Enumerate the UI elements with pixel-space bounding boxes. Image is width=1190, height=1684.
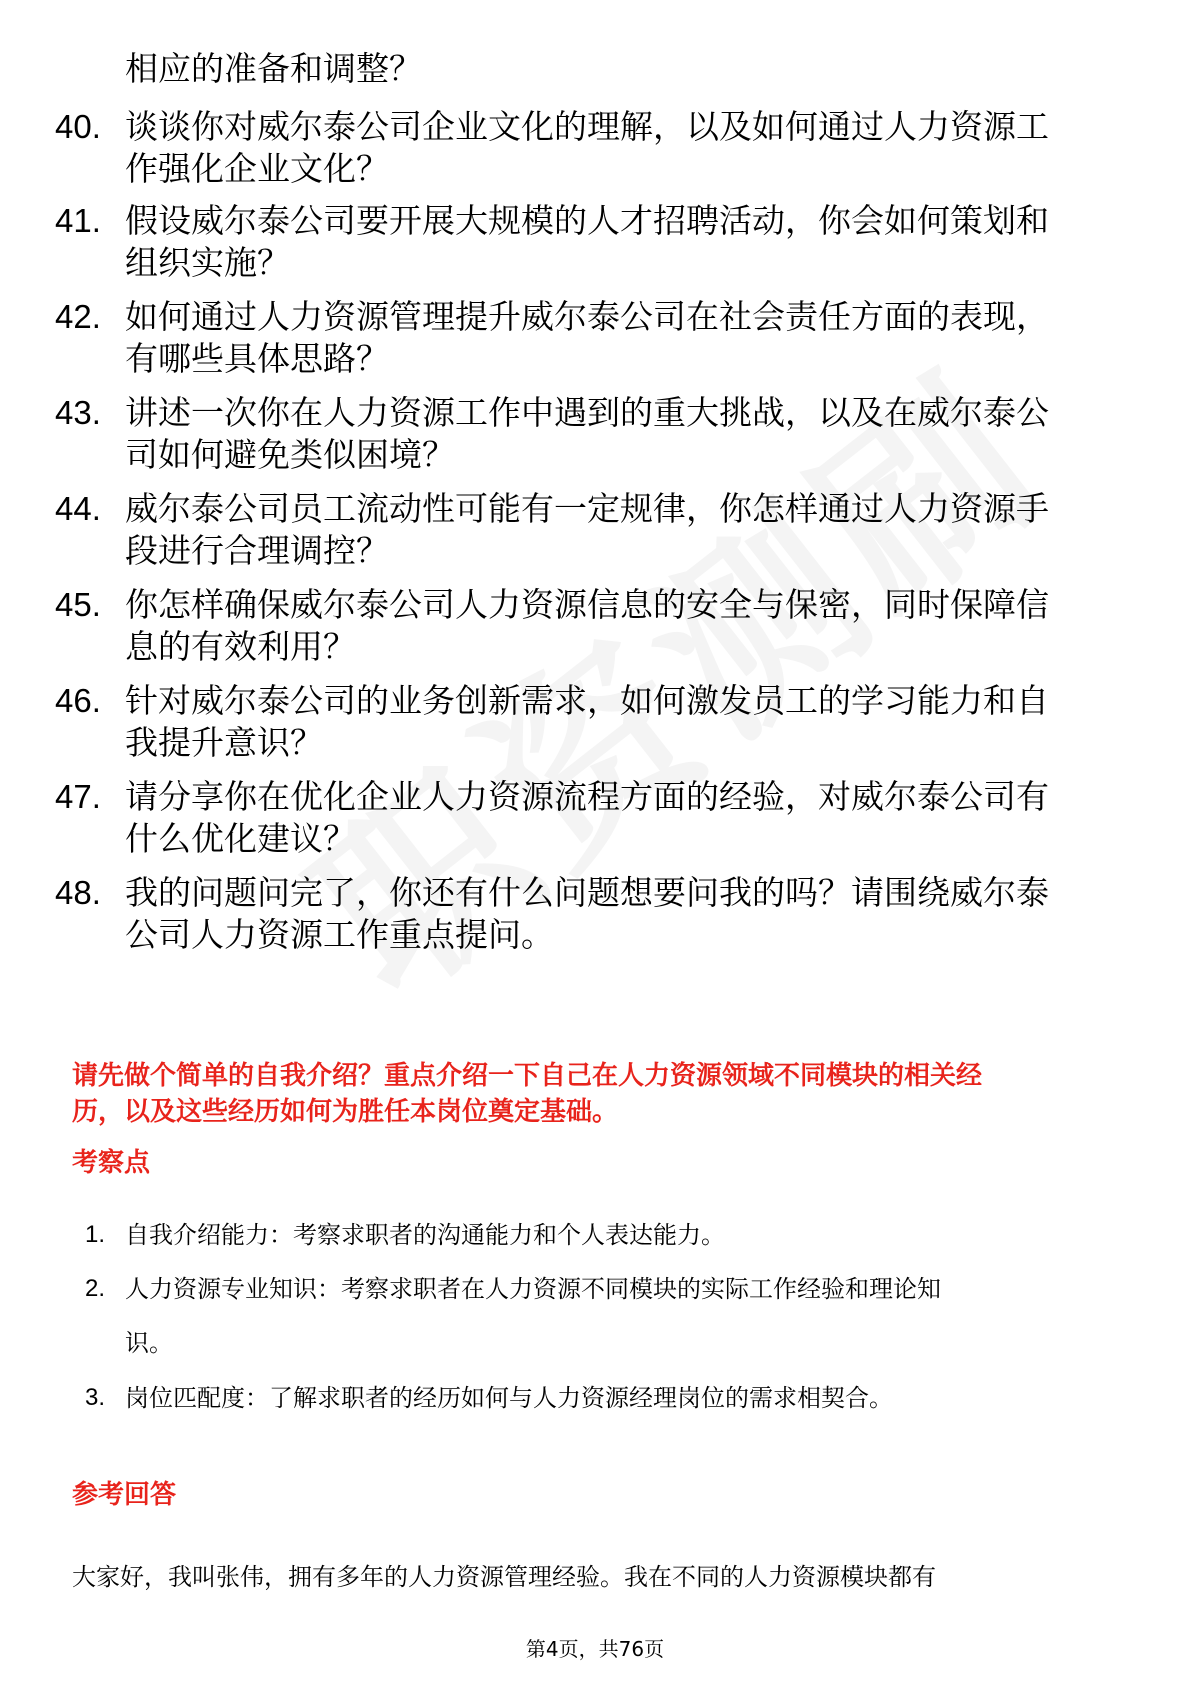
question-item — [55, 296, 1115, 386]
reference-answer-heading: 参考回答 — [72, 1480, 177, 1510]
check-point-number: 3. — [85, 1384, 106, 1411]
question-line: 针对威尔泰公司的业务创新需求，如何激发员工的学习能力和自 — [125, 681, 1049, 720]
question-line: 假设威尔泰公司要开展大规模的人才招聘活动，你会如何策划和 — [125, 201, 1049, 240]
question-item — [55, 488, 1115, 578]
check-point-line: 自我介绍能力：考察求职者的沟通能力和个人表达能力。 — [125, 1221, 725, 1249]
question-line: 有哪些具体思路？ — [125, 339, 389, 378]
check-point-text — [125, 1208, 1125, 1262]
question-line: 我的问题问完了，你还有什么问题想要问我的吗？请围绕威尔泰 — [125, 873, 1049, 912]
question-line: 讲述一次你在人力资源工作中遇到的重大挑战，以及在威尔泰公 — [125, 393, 1049, 432]
question-line: 作强化企业文化？ — [125, 149, 389, 188]
question-line: 息的有效利用？ — [125, 627, 356, 666]
question-line: 请分享你在优化企业人力资源流程方面的经验，对威尔泰公司有 — [125, 777, 1049, 816]
question-item — [55, 584, 1115, 674]
question-text — [125, 392, 1115, 476]
question-text — [125, 296, 1115, 380]
question-number: 40. — [55, 108, 101, 145]
question-line: 你怎样确保威尔泰公司人力资源信息的安全与保密，同时保障信 — [125, 585, 1049, 624]
check-point-line: 人力资源专业知识：考察求职者在人力资源不同模块的实际工作经验和理论知 — [125, 1275, 941, 1303]
check-points-heading: 考察点 — [72, 1148, 151, 1178]
check-point-line: 岗位匹配度：了解求职者的经历如何与人力资源经理岗位的需求相契合。 — [125, 1384, 893, 1412]
page-footer: 第4页，共76页 — [525, 1637, 665, 1661]
question-line: 如何通过人力资源管理提升威尔泰公司在社会责任方面的表现， — [125, 297, 1049, 336]
question-text — [125, 584, 1115, 668]
question-item — [55, 200, 1115, 290]
question-line: 什么优化建议？ — [125, 819, 356, 858]
check-point-number: 2. — [85, 1275, 106, 1302]
check-point-text — [125, 1262, 1125, 1370]
question-text — [125, 872, 1115, 956]
question-text — [125, 488, 1115, 572]
question-item — [55, 872, 1115, 962]
question-line: 公司人力资源工作重点提问。 — [125, 915, 554, 954]
question-text — [125, 776, 1115, 860]
question-number: 44. — [55, 490, 101, 527]
question-continuation: 相应的准备和调整？ — [125, 49, 422, 88]
question-text — [125, 106, 1115, 190]
question-item — [55, 776, 1115, 866]
question-number: 43. — [55, 394, 101, 431]
main-question — [72, 1058, 1122, 1130]
question-line: 司如何避免类似困境？ — [125, 435, 455, 474]
question-number: 41. — [55, 202, 101, 239]
main-question-line: 历，以及这些经历如何为胜任本岗位奠定基础。 — [72, 1097, 619, 1127]
question-text — [125, 680, 1115, 764]
question-number: 45. — [55, 586, 101, 623]
main-question-line: 请先做个简单的自我介绍？重点介绍一下自己在人力资源领域不同模块的相关经 — [72, 1061, 983, 1091]
question-item — [55, 680, 1115, 770]
question-number: 48. — [55, 874, 101, 911]
question-item — [55, 106, 1115, 196]
question-line: 组织实施？ — [125, 243, 290, 282]
check-point-text — [125, 1371, 1125, 1425]
check-point-number: 1. — [85, 1221, 106, 1248]
check-point-line: 识。 — [125, 1329, 173, 1357]
question-item — [55, 392, 1115, 482]
question-line: 我提升意识？ — [125, 723, 323, 762]
reference-answer-text: 大家好，我叫张伟，拥有多年的人力资源管理经验。我在不同的人力资源模块都有 — [72, 1563, 936, 1591]
question-line: 段进行合理调控？ — [125, 531, 389, 570]
question-number: 47. — [55, 778, 101, 815]
question-number: 42. — [55, 298, 101, 335]
question-line: 谈谈你对威尔泰公司企业文化的理解，以及如何通过人力资源工 — [125, 107, 1049, 146]
question-text — [125, 200, 1115, 284]
question-line: 威尔泰公司员工流动性可能有一定规律，你怎样通过人力资源手 — [125, 489, 1049, 528]
question-number: 46. — [55, 682, 101, 719]
